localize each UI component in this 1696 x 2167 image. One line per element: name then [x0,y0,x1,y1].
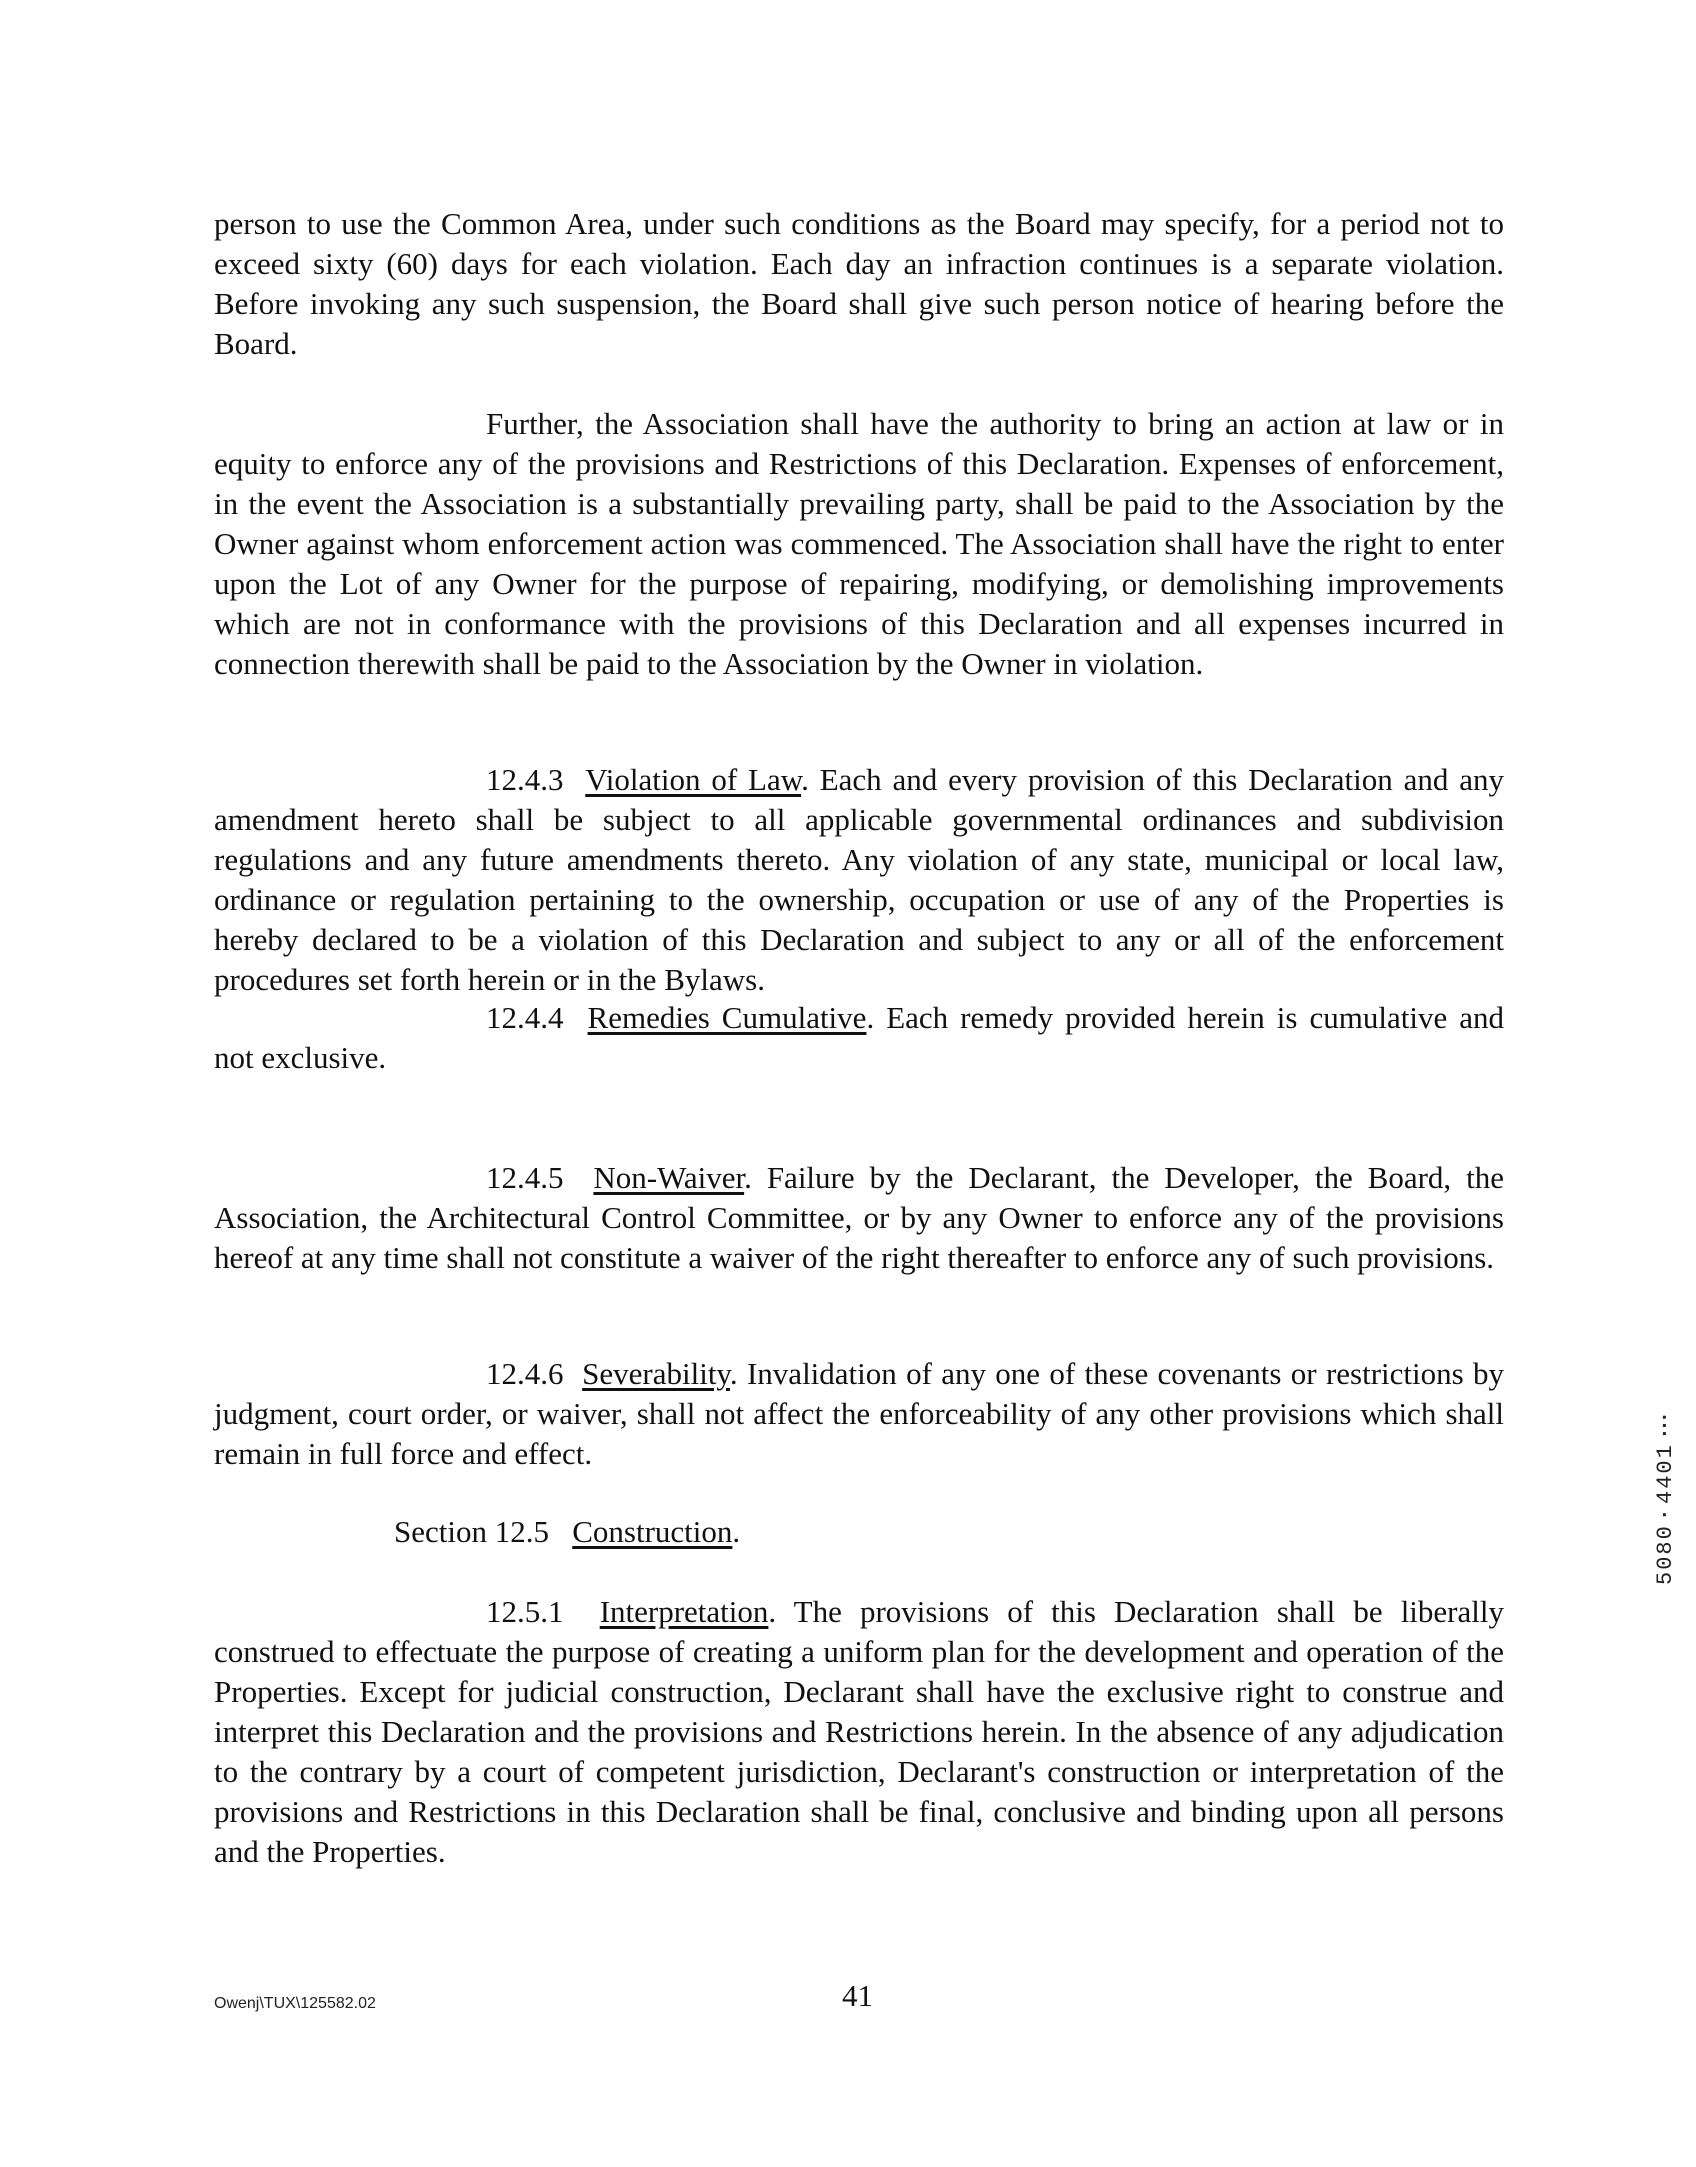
stamp-separator-icon: ▪ [1658,1509,1672,1519]
clause-heading: Non-Waiver [593,1160,745,1195]
clause-heading: Severability [582,1356,730,1391]
clause-number: 12.4.5 [486,1160,564,1195]
paragraph-12-5-1 [214,1592,1504,1872]
clause-heading: Interpretation [599,1594,769,1629]
page-number: 41 [842,1978,873,2013]
clause-number: 12.4.6 [486,1356,564,1391]
stamp-tick-marks-icon: ▪▪▪ [1658,1412,1672,1438]
clause-number: 12.5.1 [486,1594,564,1629]
paragraph-12-4-6 [214,1354,1504,1474]
section-heading [394,1512,740,1552]
section-suffix: . [732,1514,741,1549]
section-title: Construction [572,1514,733,1549]
section-label: Section 12.5 [394,1514,549,1549]
footer-document-code: Owenj\TUX\125582.02 [214,1995,376,2012]
clause-body: . Invalidation of any one of these covenants or restrictions by judgment, court order, or waiver, shall not affect the enforceability of any other provisions which shall remain in full force and effect. [214,1356,1504,1471]
clause-number: 12.4.3 [486,762,564,797]
stamp-part-2: 4401 [1652,1443,1678,1504]
paragraph-continuation: person to use the Common Area, under such conditions as the Board may specify, for a period not to exceed sixty (60) days for each violation. Each day an infraction continues is a separate violation. Before invoking any such suspension, the Board shall give such person notice of hearing before the Board. [214,206,1504,361]
recording-stamp [1650,1245,1680,1585]
paragraph-12-4-5 [214,1158,1504,1278]
clause-number: 12.4.4 [486,1000,564,1035]
clause-body: . Each remedy provided herein is cumulative and not exclusive. [214,1000,1504,1075]
paragraph-12-4-3 [214,760,1504,1000]
clause-heading: Violation of Law [585,762,802,797]
clause-heading: Remedies Cumulative [587,1000,867,1035]
clause-body: . Each and every provision of this Declaration and any amendment hereto shall be subject to all applicable governmental ordinances and subdivision regulations and any future amendments thereto. Any violation of any state, municipal or local law, ordinance or regulation pertaining to the ownership, occupation or use of any of the Properties is hereby declared to be a violation of this Declaration and subject to any or all of the enforcement procedures set forth herein or in the Bylaws. [214,762,1504,997]
paragraph-enforcement: Further, the Association shall have the authority to bring an action at law or in equity to enforce any of the provisions and Restrictions of this Declaration. Expenses of enforcement, in the event the Association is a substantially prevailing party, shall be paid to the Association by the Owner against whom enforcement action was commenced. The Association shall have the right to enter upon the Lot of any Owner for the purpose of repairing, modifying, or demolishing improvements which are not in conformance with the provisions of this Declaration and all expenses incurred in connection therewith shall be paid to the Association by the Owner in violation. [214,406,1504,681]
stamp-part-1: 5080 [1652,1524,1678,1585]
clause-body: . The provisions of this Declaration shall be liberally construed to effectuate the purpose of creating a uniform plan for the development and operation of the Properties. Except for judicial construction, Declarant shall have the exclusive right to construe and interpret this Declaration and the provisions and Restrictions herein. In the absence of any adjudication to the contrary by a court of competent jurisdiction, Declarant's construction or interpretation of the provisions and Restrictions in this Declaration shall be final, conclusive and binding upon all persons and the Properties. [214,1594,1504,1869]
clause-body: . Failure by the Declarant, the Developer, the Board, the Association, the Architectural Control Committee, or by any Owner to enforce any of the provisions hereof at any time shall not constitute a waiver of the right thereafter to enforce any of such provisions. [214,1160,1505,1275]
paragraph-12-4-4 [214,998,1504,1078]
